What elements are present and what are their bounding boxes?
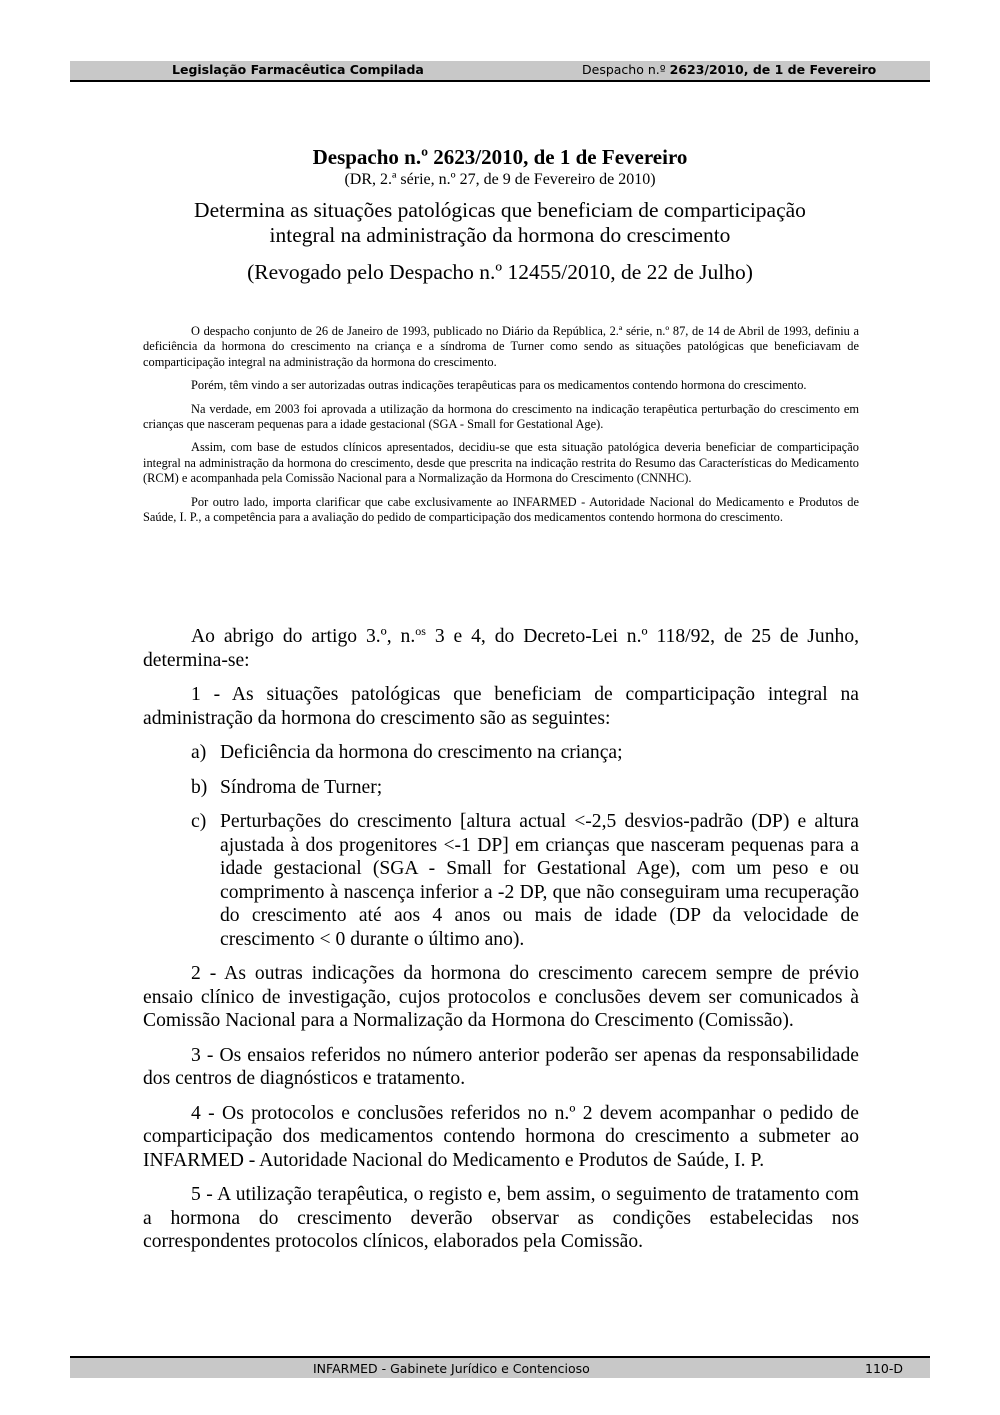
page-number: 110-D (865, 1361, 903, 1376)
preamble-paragraph: Por outro lado, importa clarificar que cabe exclusivamente ao INFARMED - Autoridade Nacional do Medicamento e Produtos de Saúde, I. P., a competência para a avaliação do pedido de comparticipação dos medicamentos contendo hormona do crescimento. (143, 494, 859, 525)
subject-line-1: Determina as situações patológicas que beneficiam de comparticipação (194, 198, 806, 222)
preamble-paragraph: Assim, com base de estudos clínicos apresentados, decidiu-se que esta situação patológica deveria beneficiar de comparticipação integral na administração da hormona do crescimento, desde que prescrita na indicação restrita do Resumo das Características do Medicamento (RCM) e acompanhada pela Comissão Nacional para a Normalização da Hormona do Crescimento (CNNHC). (143, 440, 859, 486)
point-3: 3 - Os ensaios referidos no número anterior poderão ser apenas da responsabilidade dos centros de diagnósticos e tratamento. (143, 1044, 859, 1089)
intro-paragraph (143, 625, 859, 672)
list-marker: c) (191, 811, 207, 832)
header-ref-prefix: Despacho n.º (582, 62, 670, 77)
list-marker: a) (191, 742, 207, 763)
list-item (143, 810, 859, 951)
intro-superscript: os (415, 624, 426, 638)
preamble-paragraph: O despacho conjunto de 26 de Janeiro de 1993, publicado no Diário da República, 2.ª série, n.º 87, de 14 de Abril de 1993, definiu a deficiência da hormona do crescimento na criança e a síndroma de Turner como sendo as situações patológicas que beneficiavam de comparticipação integral na administração da hormona do crescimento. (143, 324, 859, 369)
preamble-paragraph: Na verdade, em 2003 foi aprovada a utilização da hormona do crescimento na indicação terapêutica perturbação do crescimento em crianças que nasceram pequenas para a idade gestacional (SGA - Small for Gestational Age). (143, 401, 859, 432)
point-2: 2 - As outras indicações da hormona do crescimento carecem sempre de prévio ensaio clínico de investigação, cujos protocolos e conclusões devem ser comunicados à Comissão Nacional para a Normalização da Hormona do Crescimento (Comissão). (143, 963, 859, 1031)
list-text: Síndroma de Turner; (220, 776, 383, 798)
point-4: 4 - Os protocolos e conclusões referidos no n.º 2 devem acompanhar o pedido de comparticipação dos medicamentos contendo hormona do crescimento a submeter ao INFARMED - Autoridade Nacional do Medicamento e Produtos de Saúde, I. P. (143, 1102, 859, 1171)
footer-department: INFARMED - Gabinete Jurídico e Contencioso (313, 1361, 590, 1376)
header-ref-number: 2623/2010, de 1 de Fevereiro (669, 62, 877, 77)
document-subject (70, 198, 930, 248)
intro-after: 3 e 4, do Decreto-Lei n.º 118/92, de 25 de Junho, determina-se: (143, 626, 860, 671)
list-text: Perturbações do crescimento [altura actual <-2,5 desvios-padrão (DP) e altura ajustada à dos progenitores <-1 DP] em crianças que nasceram pequenas para a idade gestacional (SGA - Small for Gestational Age), com um peso e ou comprimento à nascença inferior a -2 DP, que não conseguiram uma recuperação do crescimento até aos 4 anos ou mais de idade (DP da velocidade de crescimento < 0 durante o último ano). (220, 811, 859, 950)
revocation-note: (Revogado pelo Despacho n.º 12455/2010, de 22 de Julho) (247, 260, 753, 284)
page-header (70, 61, 930, 82)
preamble (143, 324, 859, 533)
title-block (70, 143, 930, 285)
document-title: Despacho n.º 2623/2010, de 1 de Fevereiro (312, 145, 688, 169)
list-item (143, 741, 859, 765)
intro-before: Ao abrigo do artigo 3.º, n. (191, 626, 416, 647)
list-item (143, 776, 859, 800)
header-collection-title: Legislação Farmacêutica Compilada (172, 62, 424, 77)
publication-source: (DR, 2.ª série, n.º 27, de 9 de Fevereiro de 2010) (344, 171, 656, 188)
page-footer (70, 1356, 930, 1378)
subject-line-2: integral na administração da hormona do crescimento (269, 223, 731, 247)
header-document-ref (582, 62, 876, 77)
list-marker: b) (191, 776, 208, 798)
dispositive-body (143, 625, 859, 1265)
point-1: 1 - As situações patológicas que beneficiam de comparticipação integral na administração da hormona do crescimento são as seguintes: (143, 684, 859, 729)
list-text: Deficiência da hormona do crescimento na criança; (220, 742, 623, 763)
point-5: 5 - A utilização terapêutica, o registo e, bem assim, o seguimento de tratamento com a hormona do crescimento deverão observar as condições estabelecidas nos correspondentes protocolos clínicos, elaborados pela Comissão. (143, 1184, 859, 1252)
preamble-paragraph: Porém, têm vindo a ser autorizadas outras indicações terapêuticas para os medicamentos contendo hormona do crescimento. (191, 378, 807, 393)
